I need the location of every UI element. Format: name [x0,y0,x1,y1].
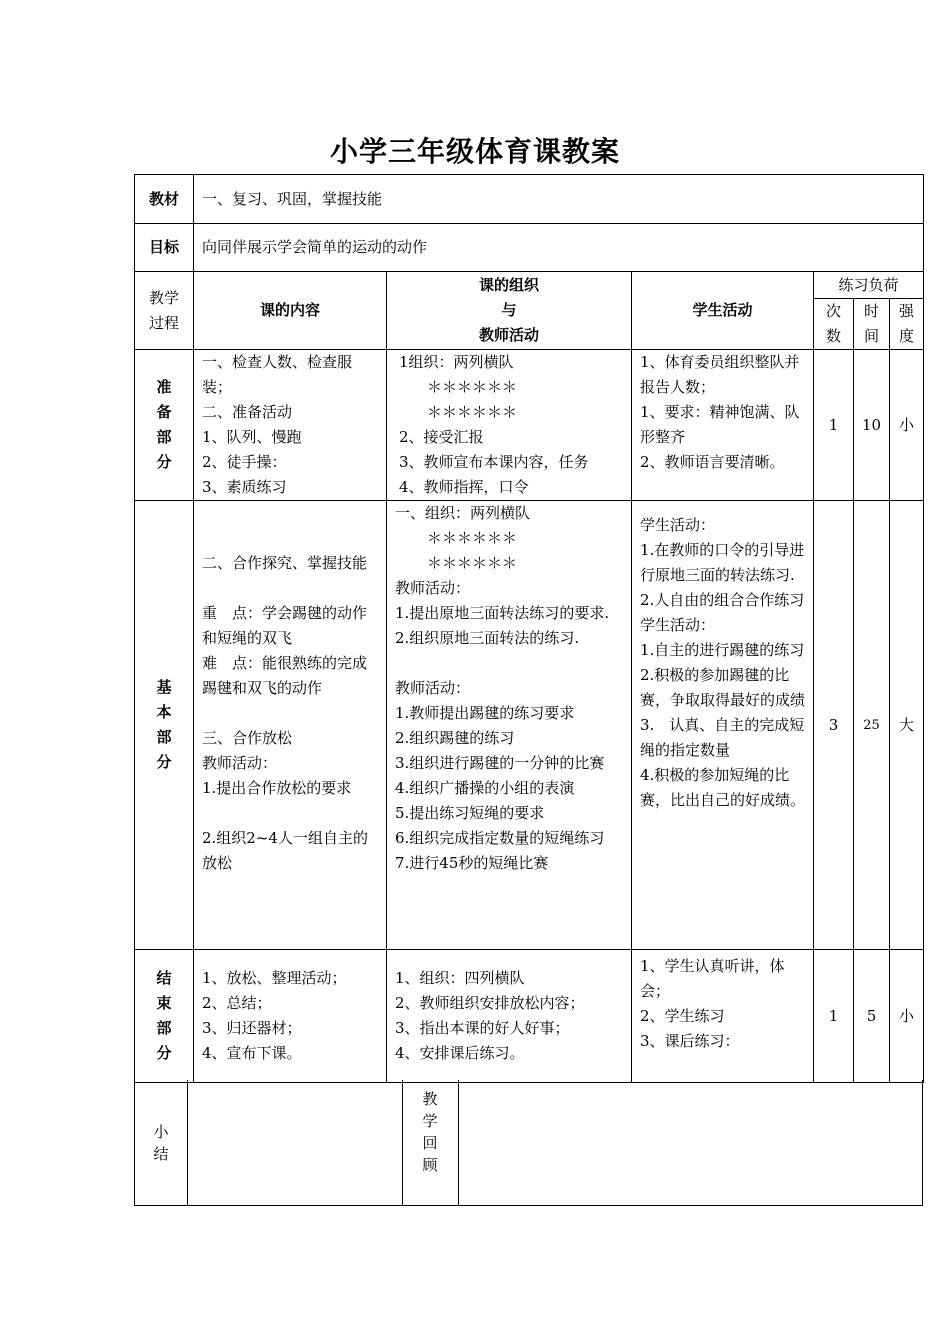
org-line: 7.进行45秒的短绳比赛 [395,854,549,872]
content-line: 3、归还器材； [202,1019,302,1037]
org-line: ＊＊＊＊＊＊ [427,378,518,396]
intensity-header [890,299,924,350]
org-line: 1、组织：四列横队 [395,969,525,987]
student-line: 2、教师语言要清晰。 [640,453,785,471]
summary-label-char: 小 [153,1122,169,1141]
prep-duration: 10 [854,350,890,501]
prep-intensity: 小 [890,350,924,501]
material-text: 一、复习、巩固，掌握技能 [194,175,924,224]
org-line: 4.组织广播操的小组的表演 [395,779,575,797]
section-label-char: 部 [156,428,172,446]
section-label-char: 备 [156,403,172,421]
org-line: 教师活动： [395,679,471,697]
goal-label: 目标 [135,224,194,272]
summary-label-char: 结 [153,1144,169,1163]
summary-block [134,1080,923,1206]
content-header: 课的内容 [194,272,387,350]
org-line: 4、教师指挥，口令 [399,478,529,496]
main-section-label [135,501,194,950]
content-line: 2、徒手操： [202,453,287,471]
review-label-char: 教 [422,1090,438,1108]
review-label-char: 顾 [422,1156,438,1174]
main-intensity: 大 [890,501,924,950]
times-header-line: 次 [825,302,841,320]
material-row [135,175,924,224]
content-line: 2、总结； [202,994,272,1012]
main-org [387,501,632,950]
content-line: 二、合作探究、掌握技能 [202,554,368,572]
org-header-line: 课的组织 [478,276,539,294]
review-label [402,1080,459,1205]
section-label-char: 分 [156,453,172,471]
content-line: 2.组织2~4人一组自主的放松 [202,829,368,872]
section-label-char: 分 [156,1044,172,1062]
main-duration: 25 [854,501,890,950]
student-line: 学生活动： [640,616,716,634]
org-line: 1.教师提出踢毽的练习要求 [395,704,575,722]
content-line: 3、素质练习 [202,478,287,496]
end-student [632,950,814,1083]
intensity-header-line: 强 [899,302,915,320]
org-line: 一、组织：两列横队 [395,504,531,522]
end-duration: 5 [854,950,890,1083]
org-line: ＊＊＊＊＊＊ [427,554,518,572]
org-line [395,651,623,676]
summary-content [187,1080,403,1205]
org-line: 5.提出练习短绳的要求 [395,804,545,822]
main-section-row [135,501,924,950]
review-label-char: 回 [422,1134,438,1152]
student-line: 3、课后练习： [640,1032,740,1050]
times-header [814,299,854,350]
section-label-char: 束 [156,994,172,1012]
org-line: 4、安排课后练习。 [395,1044,525,1062]
content-line: 重 点：学会踢毽的动作和短绳的双飞 [202,604,368,647]
header-row-1 [135,272,924,299]
prep-section-row [135,350,924,501]
duration-header-line: 时 [863,302,879,320]
content-line: 一、检查人数、检查服装； [202,353,353,396]
end-section-row [135,950,924,1083]
goal-text: 向同伴展示学会简单的运动的动作 [194,224,924,272]
summary-label [135,1080,188,1205]
org-line: 1组织：两列横队 [399,353,514,371]
main-student [632,501,814,950]
section-label-char: 结 [156,969,172,987]
end-org [387,950,632,1083]
org-line: 3、教师宣布本课内容，任务 [399,453,589,471]
content-line: 难 点：能很熟练的完成踢毽和双飞的动作 [202,654,368,697]
content-line: 二、准备活动 [202,403,293,421]
content-line [202,701,378,726]
student-line: 学生活动： [640,516,716,534]
material-label: 教材 [135,175,194,224]
section-label-char: 本 [156,703,172,721]
content-line [202,801,378,826]
content-line: 三、合作放松 [202,729,293,747]
prep-org [387,350,632,501]
section-label-char: 准 [156,378,172,396]
prep-content [194,350,387,501]
org-line: 6.组织完成指定数量的短绳练习 [395,829,605,847]
main-content [194,501,387,950]
student-line: 2、学生练习 [640,1007,725,1025]
org-line: 2、接受汇报 [399,428,484,446]
org-line: 2.组织踢毽的练习 [395,729,515,747]
org-line: ＊＊＊＊＊＊ [427,529,518,547]
org-line: 教师活动： [395,579,471,597]
section-label-char: 部 [156,728,172,746]
student-line: 2.人自由的组合合作练习 [640,591,805,609]
content-line: 1、队列、慢跑 [202,428,302,446]
main-times: 3 [814,501,854,950]
org-line: 3.组织进行踢毽的一分钟的比赛 [395,754,605,772]
content-line: 1.提出合作放松的要求 [202,779,352,797]
org-line: 3、指出本课的好人好事； [395,1019,570,1037]
end-times: 1 [814,950,854,1083]
content-line: 1、放松、整理活动； [202,969,347,987]
process-header-line: 教学 [148,288,179,307]
student-header: 学生活动 [632,272,814,350]
load-header: 练习负荷 [814,272,924,299]
content-line: 教师活动： [202,754,278,772]
student-line: 2.积极的参加踢毽的比赛，争取取得最好的成绩 [640,666,806,709]
org-line: 1.提出原地三面转法练习的要求. [395,604,610,622]
section-label-char: 分 [156,753,172,771]
duration-header [854,299,890,350]
org-header-line: 与 [501,301,517,319]
end-intensity: 小 [890,950,924,1083]
student-line: 1、要求：精神饱满、队形整齐 [640,403,800,446]
student-line: 1.在教师的口令的引导进行原地三面的转法练习. [640,541,805,584]
review-label-char: 学 [422,1112,438,1130]
org-line: 2、教师组织安排放松内容； [395,994,585,1012]
intensity-header-line: 度 [899,327,915,345]
student-line: 1.自主的进行踢毽的练习 [640,641,805,659]
student-line: 1、学生认真听讲，体会； [640,957,785,1000]
duration-header-line: 间 [863,327,879,345]
student-line: 4.积极的参加短绳的比赛，比出自己的好成绩。 [640,766,806,809]
student-line: 3. 认真、自主的完成短绳的指定数量 [640,716,805,759]
lesson-plan-table [134,174,924,1083]
prep-section-label [135,350,194,501]
end-section-label [135,950,194,1083]
org-line: ＊＊＊＊＊＊ [427,403,518,421]
page-title: 小学三年级体育课教案 [329,135,620,168]
process-header-line: 过程 [148,313,179,332]
org-line: 2.组织原地三面转法的练习. [395,629,580,647]
section-label-char: 基 [156,678,172,696]
prep-student [632,350,814,501]
end-content [194,950,387,1083]
prep-times: 1 [814,350,854,501]
content-line [202,576,378,601]
section-label-char: 部 [156,1019,172,1037]
student-line: 1、体育委员组织整队并报告人数； [640,353,800,396]
content-line: 4、宣布下课。 [202,1044,302,1062]
process-header [135,272,194,350]
org-header [387,272,632,350]
times-header-line: 数 [825,327,841,345]
org-header-line: 教师活动 [478,326,539,344]
goal-row [135,224,924,272]
